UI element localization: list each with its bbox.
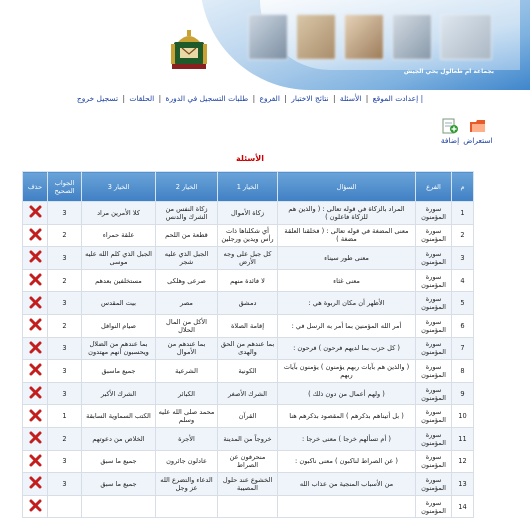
cell-option-2: محمد صلى الله عليه وسلم (156, 405, 218, 428)
cell-branch: سورة المؤمنون (416, 314, 452, 337)
cell-branch: سورة المؤمنون (416, 247, 452, 270)
cell-correct-answer: 3 (48, 337, 82, 360)
cell-correct-answer: 2 (48, 269, 82, 292)
cell-delete (23, 292, 48, 315)
site-logo[interactable] (168, 28, 210, 72)
table-row[interactable] (23, 314, 474, 337)
cell-question: ( كل حزب بما لديهم فرحون ) فرحون : (278, 337, 416, 360)
column-header-option-1[interactable]: الخيار 1 (218, 172, 278, 202)
delete-icon[interactable] (29, 499, 42, 512)
cell-option-1: الكونية (218, 360, 278, 383)
cell-option-3: جميع ماسبق (82, 360, 156, 383)
cell-option-1: خروجاً من المدينة (218, 427, 278, 450)
cell-option-3: علقة حمراء (82, 224, 156, 247)
cell-question: أمر الله المؤمنين بما أمر به الرسل في : (278, 314, 416, 337)
delete-icon[interactable] (29, 205, 42, 218)
cell-option-1: الشرك الأصغر (218, 382, 278, 405)
cell-question: ( والذين هم بآيات ربهم يؤمنون ) يؤمنون بآيات ربهم (278, 360, 416, 383)
cell-option-3: الكتب السماوية السابقة (82, 405, 156, 428)
cell-option-2: مصر (156, 292, 218, 315)
cell-number: 1 (452, 202, 474, 225)
cell-option-2: عادلون جائرون (156, 450, 218, 473)
cell-branch: سورة المؤمنون (416, 427, 452, 450)
nav-separator: | (365, 94, 369, 103)
main-nav (0, 94, 500, 103)
cell-delete (23, 473, 48, 496)
cell-option-3: جميع ما سبق (82, 473, 156, 496)
cell-question: ( عن الصراط لناكبون ) معنى ناكبون : (278, 450, 416, 473)
cell-correct-answer: 2 (48, 224, 82, 247)
table-row[interactable] (23, 382, 474, 405)
column-header-option-2[interactable]: الخيار 2 (156, 172, 218, 202)
nav-item-circles[interactable]: الحلقات (129, 94, 155, 103)
cell-question: ( ولهم أعمال من دون ذلك ) (278, 382, 416, 405)
site-banner (0, 0, 500, 88)
cell-question: ( بل أتيناهم بذكرهم ) المقصود بذكرهم هنا (278, 405, 416, 428)
cell-branch: سورة المؤمنون (416, 337, 452, 360)
cell-delete (23, 247, 48, 270)
delete-icon[interactable] (29, 431, 42, 444)
cell-branch: سورة المؤمنون (416, 382, 452, 405)
delete-icon[interactable] (29, 386, 42, 399)
banner-photo (296, 14, 336, 60)
cell-correct-answer: 3 (48, 473, 82, 496)
cell-correct-answer: 3 (48, 247, 82, 270)
cell-number: 13 (452, 473, 474, 496)
cell-question: من الأسباب المنجية من عذاب الله (278, 473, 416, 496)
cell-option-2: بما عندهم من الأموال (156, 337, 218, 360)
cell-option-3 (82, 495, 156, 518)
cell-number: 9 (452, 382, 474, 405)
cell-delete (23, 495, 48, 518)
nav-separator: | (333, 94, 336, 103)
cell-correct-answer (48, 495, 82, 518)
cell-option-1: لا فائدة منهم (218, 269, 278, 292)
banner-photo (344, 14, 384, 60)
nav-separator: | (284, 94, 287, 103)
column-header-question[interactable]: السؤال (278, 172, 416, 202)
nav-item-test-results[interactable]: نتائج الاختبار (291, 94, 329, 103)
cell-number: 5 (452, 292, 474, 315)
cell-correct-answer: 3 (48, 450, 82, 473)
cell-number: 11 (452, 427, 474, 450)
cell-number: 14 (452, 495, 474, 518)
cell-option-2: قطعة من اللحم (156, 224, 218, 247)
cell-option-1: بما عندهم من الحق والهدى (218, 337, 278, 360)
cell-option-2 (156, 495, 218, 518)
delete-icon[interactable] (29, 296, 42, 309)
banner-photo (392, 14, 432, 60)
table-row[interactable] (23, 473, 474, 496)
cell-delete (23, 360, 48, 383)
cell-branch: سورة المؤمنون (416, 450, 452, 473)
cell-option-3: الخلاص من دعوتهم (82, 427, 156, 450)
cell-option-1: الخشوع عند حلول المصيبة (218, 473, 278, 496)
banner-photo (248, 14, 288, 60)
nav-item-logout[interactable]: تسجيل خروج (76, 94, 119, 103)
table-row[interactable] (23, 450, 474, 473)
table-header-row (23, 172, 474, 202)
table-row[interactable] (23, 202, 474, 225)
banner-photo (440, 14, 492, 60)
table-row[interactable] (23, 495, 474, 518)
questions-table (22, 171, 474, 518)
cell-option-2: الكبائر (156, 382, 218, 405)
nav-item-branches[interactable]: الفروع (259, 94, 280, 103)
cell-option-2: الأكل من المال الحلال (156, 314, 218, 337)
cell-number: 3 (452, 247, 474, 270)
cell-number: 4 (452, 269, 474, 292)
mosque-logo-icon (168, 28, 210, 72)
cell-question: المراد بالزكاة في قوله تعالى : ( والذين هم للزكاة فاعلون ) (278, 202, 416, 225)
nav-separator: | (158, 94, 162, 103)
cell-number: 7 (452, 337, 474, 360)
cell-question: معنى غثاء (278, 269, 416, 292)
cell-delete (23, 202, 48, 225)
cell-correct-answer: 2 (48, 314, 82, 337)
cell-delete (23, 224, 48, 247)
table-row[interactable] (23, 427, 474, 450)
cell-number: 12 (452, 450, 474, 473)
cell-option-1: القرآن (218, 405, 278, 428)
table-row[interactable] (23, 292, 474, 315)
cell-option-1: زكاة الأموال (218, 202, 278, 225)
cell-delete (23, 405, 48, 428)
view-label: استعراض (463, 136, 493, 145)
cell-option-2: الأجرة (156, 427, 218, 450)
cell-option-1: منحرفون عن الصراط (218, 450, 278, 473)
delete-icon[interactable] (29, 363, 42, 376)
cell-correct-answer: 1 (48, 405, 82, 428)
cell-branch: سورة المؤمنون (416, 292, 452, 315)
cell-delete (23, 427, 48, 450)
page-title: الأسئلة (236, 154, 264, 163)
cell-option-2: زكاة النفس من الشرك والدنس (156, 202, 218, 225)
banner-caption: بجماعة ام طعالول يحي الجيش (403, 68, 494, 75)
cell-option-2: الجبل الذي عليه شجر (156, 247, 218, 270)
cell-branch: سورة المؤمنون (416, 360, 452, 383)
delete-icon[interactable] (29, 409, 42, 422)
cell-option-2: الدعاء والتضرع الله عز وجل (156, 473, 218, 496)
cell-option-2: الشرعية (156, 360, 218, 383)
cell-correct-answer: 3 (48, 202, 82, 225)
cell-option-3: كلا الأمرين مراد (82, 202, 156, 225)
cell-number: 2 (452, 224, 474, 247)
nav-bracket-open: | (420, 94, 424, 103)
column-header-delete: حذف (23, 172, 48, 202)
delete-icon[interactable] (29, 318, 42, 331)
table-row[interactable] (23, 269, 474, 292)
table-row[interactable] (23, 360, 474, 383)
cell-correct-answer: 3 (48, 360, 82, 383)
cell-correct-answer: 3 (48, 382, 82, 405)
cell-question: ( أم تسألهم خرجا ) معنى خرجا : (278, 427, 416, 450)
cell-branch: سورة المؤمنون (416, 473, 452, 496)
cell-option-1: دمشق (218, 292, 278, 315)
cell-correct-answer: 2 (48, 427, 82, 450)
cell-option-3: الجبل الذي كلم الله عليه موسى (82, 247, 156, 270)
delete-icon[interactable] (29, 228, 42, 241)
add-label: إضافة (440, 136, 460, 145)
cell-delete (23, 314, 48, 337)
column-header-branch[interactable]: الفرع (416, 172, 452, 202)
cell-question: معنى طور سيناء (278, 247, 416, 270)
cell-delete (23, 450, 48, 473)
cell-option-3: بما عندهم من الضلال ويحسبون أنهم مهتدون (82, 337, 156, 360)
cell-delete (23, 269, 48, 292)
column-header-option-3[interactable]: الخيار 3 (82, 172, 156, 202)
cell-option-2: صرعى وهلكى (156, 269, 218, 292)
cell-option-3: صيام النوافل (82, 314, 156, 337)
delete-icon[interactable] (29, 250, 42, 263)
add-button[interactable] (430, 118, 470, 145)
table-row[interactable] (23, 224, 474, 247)
cell-number: 8 (452, 360, 474, 383)
cell-delete (23, 382, 48, 405)
cell-option-1: إقامة الصلاة (218, 314, 278, 337)
table-row[interactable] (23, 405, 474, 428)
cell-option-3: الشرك الأكبر (82, 382, 156, 405)
cell-question: معنى المضغة في قوله تعالى : ( فخلقنا العلقة مضغة ) (278, 224, 416, 247)
cell-number: 6 (452, 314, 474, 337)
cell-option-1: أي شكلناها ذات رأس ويدين ورجلين (218, 224, 278, 247)
cell-correct-answer: 3 (48, 292, 82, 315)
questions-table-body (23, 202, 474, 518)
view-folder-icon (469, 118, 487, 134)
nav-separator: | (252, 94, 256, 103)
cell-branch: سورة المؤمنون (416, 224, 452, 247)
cell-option-1 (218, 495, 278, 518)
cell-branch: سورة المؤمنون (416, 202, 452, 225)
delete-icon[interactable] (29, 454, 42, 467)
cell-question (278, 495, 416, 518)
cell-number: 10 (452, 405, 474, 428)
cell-delete (23, 337, 48, 360)
nav-item-site-settings[interactable]: إعدادت الموقع (372, 94, 419, 103)
add-document-icon (441, 118, 459, 134)
cell-option-1: كل جبل على وجه الأرض (218, 247, 278, 270)
cell-option-3: جميع ما سبق (82, 450, 156, 473)
nav-item-questions[interactable]: الأسئلة (339, 94, 362, 103)
cell-branch: سورة المؤمنون (416, 269, 452, 292)
cell-branch: سورة المؤمنون (416, 405, 452, 428)
cell-question: الأظهر أن مكان الربوة هي : (278, 292, 416, 315)
cell-option-3: مستخلفين بعدهم (82, 269, 156, 292)
table-row[interactable] (23, 247, 474, 270)
delete-icon[interactable] (29, 273, 42, 286)
nav-item-course-registrations[interactable]: طلبات التسجيل في الدورة (165, 94, 249, 103)
delete-icon[interactable] (29, 341, 42, 354)
delete-icon[interactable] (29, 476, 42, 489)
table-row[interactable] (23, 337, 474, 360)
cell-option-3: بيت المقدس (82, 292, 156, 315)
nav-separator: | (122, 94, 125, 103)
cell-branch: سورة المؤمنون (416, 495, 452, 518)
column-header-number[interactable]: م (452, 172, 474, 202)
column-header-correct-answer[interactable]: الجواب الصحيح (48, 172, 82, 202)
